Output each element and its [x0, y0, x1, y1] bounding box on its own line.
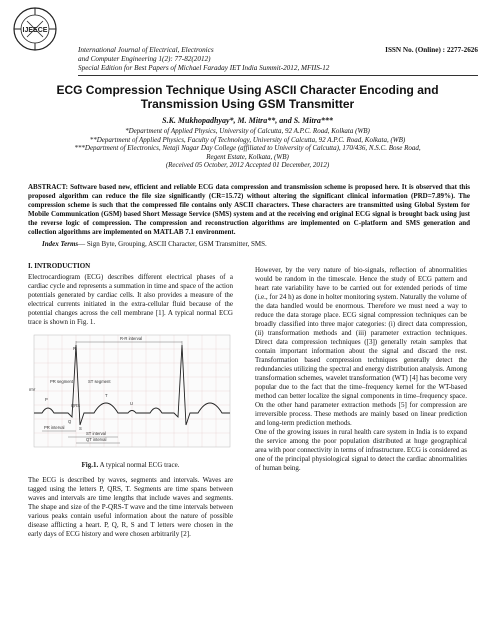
right-paragraph-1: However, by the very nature of bio-signals, reflection of abnormalities would be random in the timescale. Hence the study of ECG pattern and heart rate variability have to be carried out for extended periods of time (i.e., for 24 h) as done in holter monitoring system. Naturally the volume of the data handled would be enormous. Therefore we must need a way to reduce the data storage place. ECG signal compression techniques can be broadly classified into three major categories: (i) direct data compression, (ii) transformation methods and (iii) parameter extraction techniques. Direct data compression techniques ([3]) generally retain samples that contain important information about the signal and discard the rest. Transformation based compression techniques generally detect the redundancies utilizing the spectral and energy distribution analysis. Among transformation schemes, wavelet transformation (WT) [4] has become very popular due to the fact that the time–frequency kernel for the WT-based method can better localize the signal components in time–frequency space. On the other hand parameter extraction methods [5] for compression are irreversible process. These methods are mainly based on linear prediction and long-term prediction methods. — [255, 266, 467, 427]
index-terms-label: Index Terms — [42, 240, 79, 248]
affiliation: **Department of Applied Physics, Faculty of Technology, University of Calcutta, 92 A.P.C. Road, Kolkata, (WB) — [89, 135, 406, 144]
abstract: ABSTRACT: Software based new, efficient and reliable ECG data compression and transmission scheme is proposed here. It is observed that this proposed algorithm can reduce the file size significantly (CR=15.72) without altering the significant clinical information (PRD=7.89%). The compression scheme is such that the compressed file contains only ASCII characters. These characters are transmitted using Global System for Mobile Communication (GSM) based Short Message Service (SMS) system and at the receiving end original ECG signal is brought back using just the reverse logic of compression. The compression and reconstruction algorithms are implemented on C-platform and SMS generation and collection algorithms are implemented on MATLAB 7.1 environment. — [28, 183, 470, 236]
header-rule — [78, 75, 478, 76]
figure-caption-label: Fig.1. — [81, 461, 99, 469]
affiliation: ***Department of Electronics, Netaji Nagar Day College (affiliated to University of Calcutta), 170/436, N.S.C. Bose Road, — [74, 144, 421, 153]
fig-label-st-interval: ST interval — [86, 431, 106, 436]
ecg-trace-svg — [28, 333, 233, 459]
received-date: (Received 05 October, 2012 Accepted 01 December, 2012) — [165, 161, 330, 170]
fig-label-q: Q — [68, 419, 72, 424]
left-column — [28, 262, 233, 539]
index-terms — [42, 240, 462, 249]
fig-label-qrs: QRS — [71, 403, 81, 408]
intro-paragraph-2: The ECG is described by waves, segments and intervals. Waves are tagged using the letters P, QRS, T. Segments are time spans between waves and intervals are time lengths that include waves and segments. The shape and size of the P-QRS-T wave and the time intervals between various peaks contain useful information about the nature of possible disease afflicting a heart. P, Q, R, S and T letters were chosen in the early days of ECG history and were chosen arbitrarily [2]. — [28, 476, 233, 538]
fig-label-t: T — [105, 393, 108, 398]
right-paragraph-2: One of the growing issues in rural health care system in India is to expand the service among the poor population distributed at huge geographical area with poor connectivity in terms of infrastructure. ECG is considered as one of the principal physiological signal to detect the cardiac abnormalities of human being. — [255, 428, 467, 472]
index-terms-text: — Sign Byte, Grouping, ASCII Character, GSM Transmitter, SMS. — [78, 240, 267, 248]
fig-label-st-segment: ST segment — [88, 379, 111, 384]
special-edition: Special Edition for Best Papers of Michael Faraday IET India Summit-2012, MFIIS-12 — [78, 64, 330, 72]
svg-text:IJEECE: IJEECE — [22, 27, 48, 34]
section-heading: I. INTRODUCTION — [28, 262, 91, 270]
journal-header — [78, 46, 478, 73]
authors: S.K. Mukhopadhyay*, M. Mitra**, and S. Mitra*** — [162, 116, 333, 125]
issn: ISSN No. (Online) : 2277-2626 — [385, 46, 478, 54]
fig-label-u: U — [130, 401, 134, 406]
affiliations — [20, 127, 475, 170]
fig-label-pr-segment: PR segment — [50, 379, 74, 384]
fig-label-mv: mV — [29, 387, 36, 392]
intro-paragraph-1: Electrocardiogram (ECG) describes different electrical phases of a cardiac cycle and represents a summation in time and space of the action potentials generated by cardiac cells. It also provides a measure of the electrical currents initiated in the extra-cellular fluid because of the potential changes across the cell membrane [1]. A typical normal ECG trace is shown in Fig. 1. — [28, 273, 233, 326]
figure-caption — [28, 461, 233, 470]
fig-label-rr-interval: R-R interval — [120, 336, 143, 341]
fig-label-r: R — [73, 346, 77, 351]
ecg-figure — [28, 333, 233, 459]
journal-name-line2: and Computer Engineering 1(2): 77-82(2012) — [78, 55, 211, 63]
fig-label-s: S — [79, 426, 82, 431]
affiliation: *Department of Applied Physics, University of Calcutta, 92 A.P.C. Road, Kolkata (WB) — [125, 127, 370, 135]
figure-caption-text: A typical normal ECG trace. — [98, 461, 180, 469]
fig-label-pr-interval: PR interval — [44, 425, 65, 430]
paper-title: ECG Compression Technique Using ASCII Character Encoding and Transmission Using GSM Transmitter — [56, 83, 439, 111]
right-column — [255, 266, 467, 473]
journal-name-line1: International Journal of Electrical, Electronics — [78, 46, 214, 54]
fig-label-qt-interval: QT interval — [86, 437, 107, 442]
journal-logo — [10, 4, 60, 54]
affiliation: Regent Estate, Kolkata, (WB) — [206, 152, 289, 161]
fig-label-p: P — [45, 397, 48, 402]
